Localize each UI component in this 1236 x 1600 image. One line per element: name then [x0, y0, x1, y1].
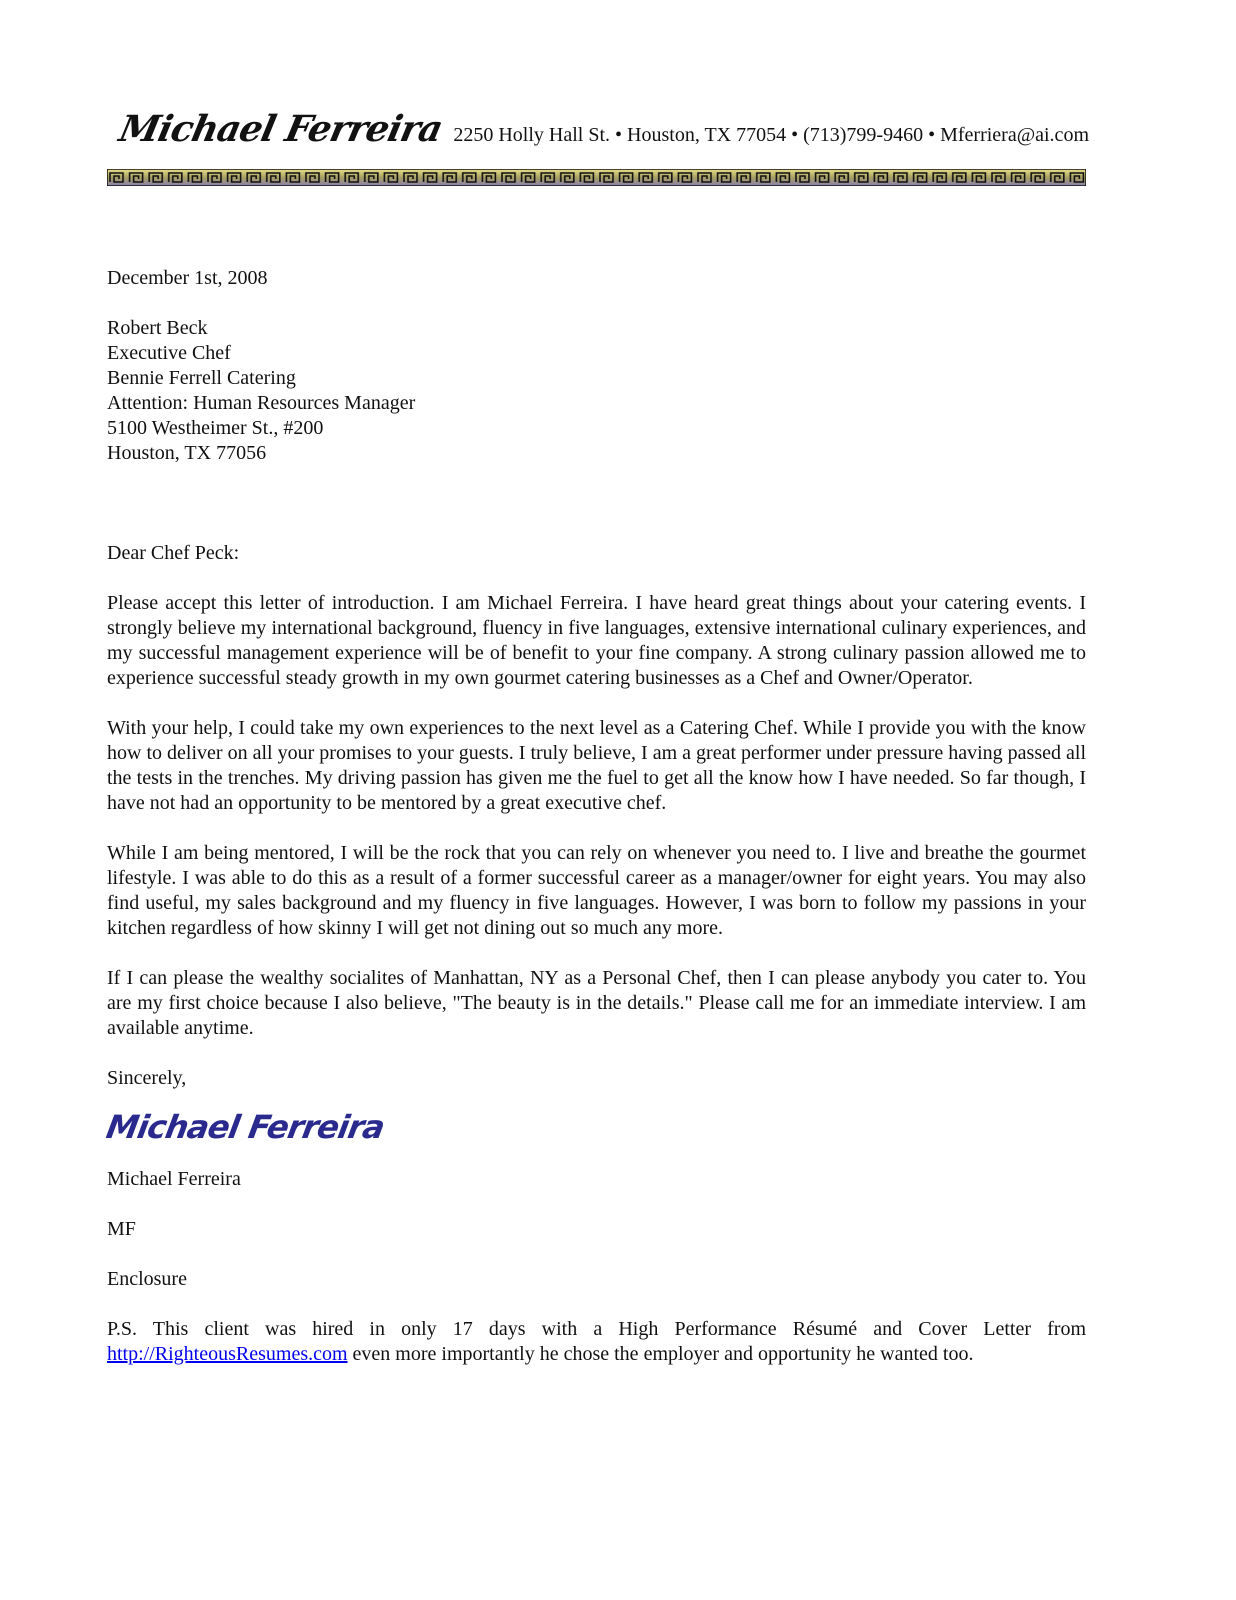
- initials: MF: [107, 1218, 136, 1240]
- paragraph: If I can please the wealthy socialites of Manhattan, NY as a Personal Chef, then I can please anybody you cater to. You are my first choice because I also believe, "The beauty is in the details." Please call me for an immediate interview. I am available anytime.: [107, 967, 1086, 1039]
- signer-name: Michael Ferreira: [107, 1168, 241, 1190]
- righteous-resumes-link[interactable]: http://RighteousResumes.com: [107, 1343, 348, 1365]
- recipient-line: Bennie Ferrell Catering: [107, 367, 296, 389]
- recipient-line: Houston, TX 77056: [107, 442, 267, 464]
- paragraph: With your help, I could take my own experiences to the next level as a Catering Chef. While I provide you with the know how to deliver on all your promises to your guests. I truly believe, I am a great performer under pressure having passed all the tests in the trenches. My driving passion has given me the fuel to get all the know how I have needed. So far though, I have not had an opportunity to be mentored by a great executive chef.: [107, 717, 1086, 814]
- paragraph: Please accept this letter of introduction. I am Michael Ferreira. I have heard great things about your catering events. I strongly believe my international background, fluency in five languages, extensive international culinary experiences, and my successful management experience will be of benefit to your fine company. A strong culinary passion allowed me to experience successful steady growth in my own gourmet catering businesses as a Chef and Owner/Operator.: [107, 592, 1086, 689]
- greek-key-border: [107, 169, 1086, 186]
- closing: Sincerely,: [107, 1067, 187, 1089]
- recipient-line: Robert Beck: [107, 317, 208, 339]
- letter-body: [103, 266, 1086, 1392]
- letterhead-logo-name: Michael Ferreira: [115, 108, 446, 150]
- enclosure: Enclosure: [107, 1268, 187, 1290]
- postscript-prefix: P.S. This client was hired in only 17 days with a High Performance Résumé and Cover Letter from: [107, 1318, 1086, 1340]
- recipient-line: Executive Chef: [107, 342, 231, 364]
- letterhead: [115, 108, 1089, 150]
- recipient-address: [107, 316, 1086, 466]
- letter-date: December 1st, 2008: [107, 267, 268, 289]
- recipient-line: Attention: Human Resources Manager: [107, 392, 416, 414]
- postscript: [107, 1317, 1086, 1367]
- recipient-line: 5100 Westheimer St., #200: [107, 417, 324, 439]
- paragraph: While I am being mentored, I will be the rock that you can rely on whenever you need to. I live and breathe the gourmet lifestyle. I was able to do this as a result of a former successful career as a manager/owner for eight years. You may also find useful, my sales background and my fluency in five languages. However, I was born to follow my passions in your kitchen regardless of how skinny I will get not dining out so much any more.: [107, 842, 1086, 939]
- postscript-suffix: even more importantly he chose the employer and opportunity he wanted too.: [347, 1343, 974, 1365]
- letterhead-contact: 2250 Holly Hall St. • Houston, TX 77054 • (713)799-9460 • Mferriera@ai.com: [453, 124, 1089, 146]
- salutation: Dear Chef Peck:: [107, 542, 240, 564]
- handwritten-signature: Michael Ferreira: [103, 1108, 388, 1146]
